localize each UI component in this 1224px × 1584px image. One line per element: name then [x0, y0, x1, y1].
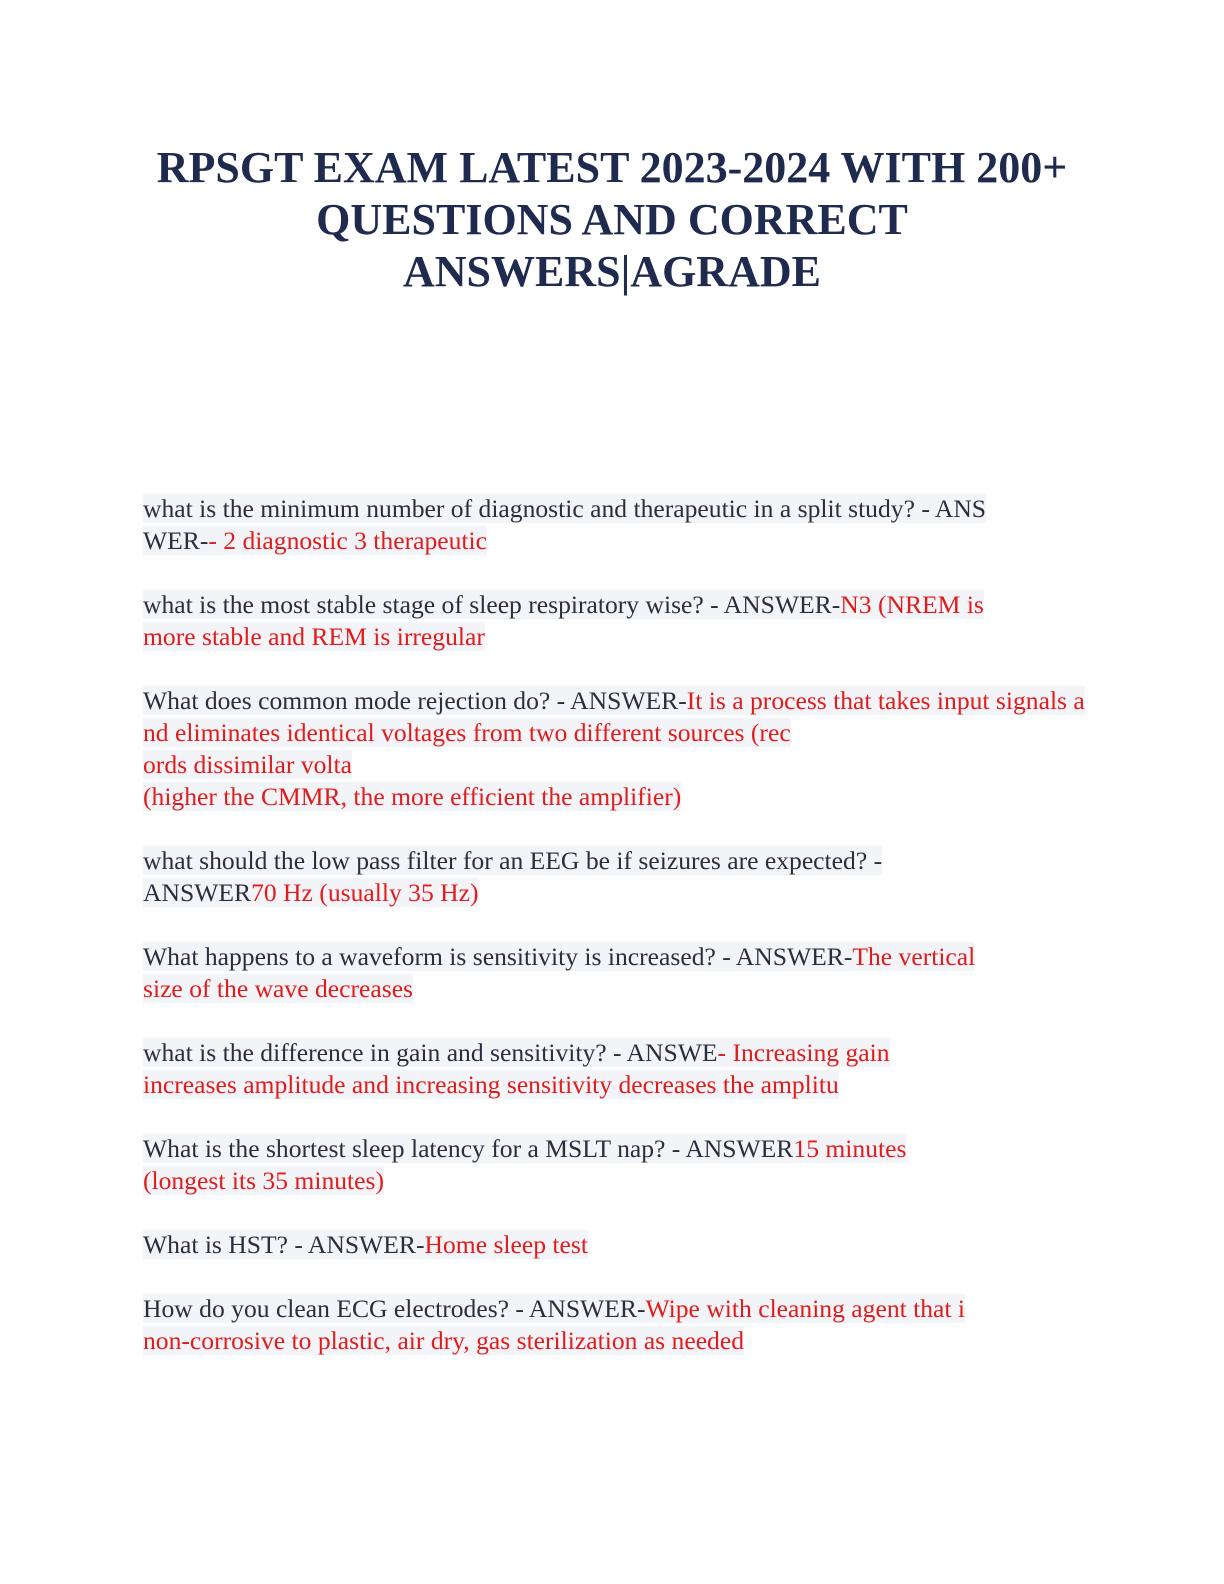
- question-text: ANSWER: [143, 878, 252, 907]
- qa-line: [143, 1229, 1088, 1261]
- question-text: What happens to a waveform is sensitivity is increased? - ANSWER-: [143, 942, 853, 971]
- qa-line: [143, 525, 1088, 557]
- answer-text: size of the wave decreases: [143, 974, 414, 1003]
- answer-text: Wipe with cleaning agent that i: [645, 1294, 966, 1323]
- question-text: What does common mode rejection do? - ANSWER-: [143, 686, 687, 715]
- question-text: What is the shortest sleep latency for a MSLT nap? - ANSWER: [143, 1134, 794, 1163]
- title-line-1: RPSGT EXAM LATEST 2023-2024 WITH 200+: [156, 143, 1068, 192]
- answer-text: Home sleep test: [424, 1230, 588, 1259]
- qa-line: [143, 717, 1088, 749]
- question-text: How do you clean ECG electrodes? - ANSWER-: [143, 1294, 646, 1323]
- answer-text: ords dissimilar volta: [143, 750, 352, 779]
- answer-text: It is a process that takes input signals a: [686, 686, 1085, 715]
- qa-item: [143, 1293, 1088, 1357]
- qa-line: [143, 1133, 1088, 1165]
- qa-line: [143, 493, 1088, 525]
- qa-line: [143, 1293, 1088, 1325]
- qa-line: [143, 1037, 1088, 1069]
- qa-item: [143, 1229, 1088, 1261]
- document-title: [120, 142, 1104, 298]
- answer-text: N3 (NREM is: [840, 590, 984, 619]
- answer-text: increases amplitude and increasing sensitivity decreases the amplitu: [143, 1070, 839, 1099]
- qa-line: [143, 877, 1088, 909]
- qa-line: [143, 1069, 1088, 1101]
- qa-line: [143, 749, 1088, 781]
- qa-line: [143, 1325, 1088, 1357]
- qa-item: [143, 1037, 1088, 1101]
- question-text: what is the most stable stage of sleep respiratory wise? - ANSWER-: [143, 590, 841, 619]
- qa-line: [143, 781, 1088, 813]
- answer-text: nd eliminates identical voltages from two different sources (rec: [143, 718, 791, 747]
- qa-item: [143, 685, 1088, 813]
- answer-text: 70 Hz (usually 35 Hz): [251, 878, 479, 907]
- answer-text: - 2 diagnostic 3 therapeutic: [208, 526, 487, 555]
- qa-line: [143, 1165, 1088, 1197]
- qa-list: [143, 493, 1088, 1389]
- answer-text: 15 minutes: [793, 1134, 907, 1163]
- question-text: what should the low pass filter for an EEG be if seizures are expected? -: [143, 846, 883, 875]
- qa-line: [143, 941, 1088, 973]
- question-text: WER-: [143, 526, 209, 555]
- qa-line: [143, 621, 1088, 653]
- qa-item: [143, 493, 1088, 557]
- qa-item: [143, 845, 1088, 909]
- qa-item: [143, 941, 1088, 1005]
- qa-item: [143, 1133, 1088, 1197]
- qa-line: [143, 685, 1088, 717]
- qa-line: [143, 973, 1088, 1005]
- question-text: What is HST? - ANSWER-: [143, 1230, 425, 1259]
- question-text: what is the minimum number of diagnostic and therapeutic in a split study? - ANS: [143, 494, 987, 523]
- question-text: what is the difference in gain and sensitivity? - ANSWE: [143, 1038, 718, 1067]
- title-line-3: ANSWERS|AGRADE: [403, 247, 821, 296]
- answer-text: (higher the CMMR, the more efficient the amplifier): [143, 782, 682, 811]
- qa-line: [143, 845, 1088, 877]
- title-line-2: QUESTIONS AND CORRECT: [316, 195, 908, 244]
- answer-text: (longest its 35 minutes): [143, 1166, 384, 1195]
- answer-text: - Increasing gain: [717, 1038, 890, 1067]
- answer-text: more stable and REM is irregular: [143, 622, 485, 651]
- answer-text: The vertical: [852, 942, 976, 971]
- qa-line: [143, 589, 1088, 621]
- qa-item: [143, 589, 1088, 653]
- answer-text: non-corrosive to plastic, air dry, gas sterilization as needed: [143, 1326, 745, 1355]
